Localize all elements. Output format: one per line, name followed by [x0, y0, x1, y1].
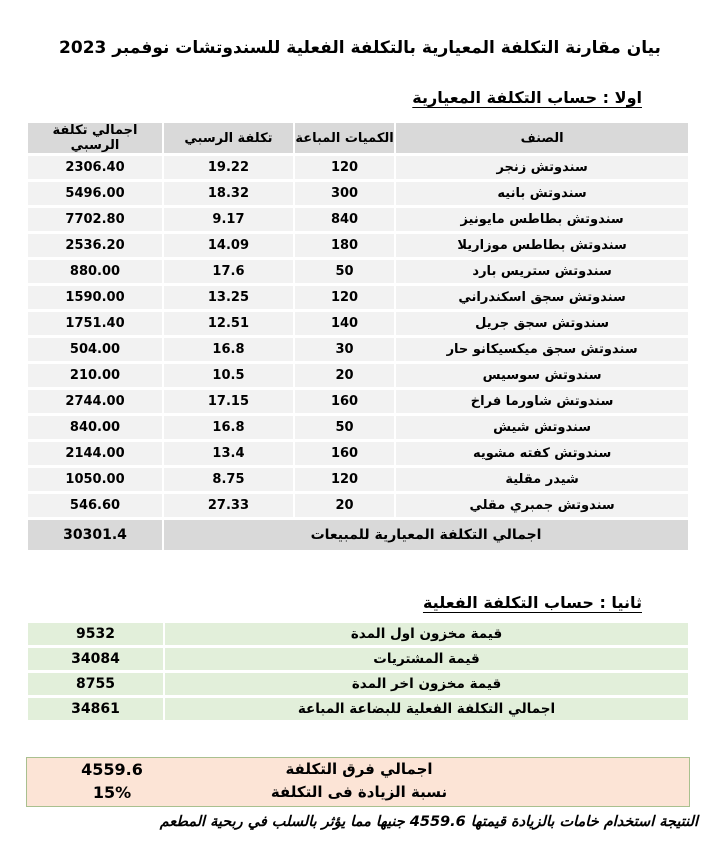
- table-row: [28, 338, 688, 361]
- table-row: [28, 156, 688, 179]
- item-cell: سندوتش سجق اسكندراني: [396, 286, 688, 309]
- item-cell: سندوتش سجق ميكسيكانو حار: [396, 338, 688, 361]
- table-row: [28, 623, 688, 645]
- cost-cell: 27.33: [164, 494, 293, 517]
- table-row: [28, 312, 688, 335]
- total-cell: 546.60: [28, 494, 162, 517]
- cost-cell: 8.75: [164, 468, 293, 491]
- qty-cell: 160: [295, 390, 394, 413]
- cost-cell: 13.4: [164, 442, 293, 465]
- qty-cell: 30: [295, 338, 394, 361]
- table-row: [28, 234, 688, 257]
- page-title: بيان مقارنة التكلفة المعيارية بالتكلفة الفعلية للسندوتشات نوفمبر 2023: [59, 38, 661, 58]
- actual-label-cell: قيمة مخزون اول المدة: [165, 623, 688, 645]
- cost-cell: 16.8: [164, 338, 293, 361]
- table-row: [28, 494, 688, 517]
- cost-difference-label: اجمالي فرق التكلفة: [285, 760, 433, 778]
- actual-label-cell: قيمة مخزون اخر المدة: [165, 673, 688, 695]
- actual-value-cell: 34861: [28, 698, 163, 720]
- total-cell: 2306.40: [28, 156, 162, 179]
- qty-cell: 120: [295, 286, 394, 309]
- header-qty: الكميات المباعة: [295, 123, 394, 153]
- increase-percentage-label: نسبة الزيادة فى التكلفة: [270, 783, 448, 801]
- item-cell: سندوتش شاورما فراخ: [396, 390, 688, 413]
- qty-cell: 120: [295, 156, 394, 179]
- total-cell: 840.00: [28, 416, 162, 439]
- actual-label-cell: قيمة المشتريات: [165, 648, 688, 670]
- table-row: [28, 698, 688, 720]
- actual-cost-heading: ثانيا : حساب التكلفة الفعلية: [422, 593, 642, 612]
- table-row: [28, 182, 688, 205]
- qty-cell: 160: [295, 442, 394, 465]
- actual-cost-table: [26, 620, 690, 723]
- cost-cell: 13.25: [164, 286, 293, 309]
- table-header-row: [28, 123, 688, 153]
- conclusion-text: النتيجة استخدام خامات بالزيادة قيمتها 4559.6 جنيها مما يؤثر بالسلب في ربحية المطعم: [159, 814, 698, 830]
- table-row: [28, 673, 688, 695]
- standard-total-row: [28, 520, 688, 550]
- qty-cell: 140: [295, 312, 394, 335]
- qty-cell: 120: [295, 468, 394, 491]
- qty-cell: 20: [295, 494, 394, 517]
- standard-total-label: اجمالي التكلفة المعيارية للمبيعات: [164, 520, 688, 550]
- cost-cell: 18.32: [164, 182, 293, 205]
- table-row: [28, 416, 688, 439]
- actual-value-cell: 34084: [28, 648, 163, 670]
- cost-cell: 17.6: [164, 260, 293, 283]
- total-cell: 5496.00: [28, 182, 162, 205]
- total-cell: 1050.00: [28, 468, 162, 491]
- actual-label-cell: اجمالي التكلفة الفعلية للبضاعة المباعة: [165, 698, 688, 720]
- total-cell: 2744.00: [28, 390, 162, 413]
- item-cell: شيدر مقلية: [396, 468, 688, 491]
- header-cost: تكلفة الرسبي: [164, 123, 293, 153]
- cost-cell: 14.09: [164, 234, 293, 257]
- cost-cell: 9.17: [164, 208, 293, 231]
- header-item: الصنف: [396, 123, 688, 153]
- item-cell: سندوتش بانيه: [396, 182, 688, 205]
- cost-cell: 12.51: [164, 312, 293, 335]
- table-row: [28, 260, 688, 283]
- qty-cell: 300: [295, 182, 394, 205]
- actual-value-cell: 8755: [28, 673, 163, 695]
- qty-cell: 50: [295, 260, 394, 283]
- cost-difference-row: [27, 760, 689, 784]
- total-cell: 2144.00: [28, 442, 162, 465]
- table-row: [28, 390, 688, 413]
- total-cell: 1751.40: [28, 312, 162, 335]
- table-row: [28, 364, 688, 387]
- standard-cost-table: [26, 120, 690, 553]
- standard-total-value: 30301.4: [28, 520, 162, 550]
- table-row: [28, 208, 688, 231]
- total-cell: 7702.80: [28, 208, 162, 231]
- item-cell: سندوتش زنجر: [396, 156, 688, 179]
- total-cell: 210.00: [28, 364, 162, 387]
- increase-percentage-row: [27, 783, 689, 807]
- result-box: [26, 757, 690, 807]
- cost-difference-value: 4559.6: [81, 760, 143, 779]
- total-cell: 504.00: [28, 338, 162, 361]
- item-cell: سندوتش كفته مشويه: [396, 442, 688, 465]
- qty-cell: 840: [295, 208, 394, 231]
- item-cell: سندوتش ستريس بارد: [396, 260, 688, 283]
- qty-cell: 50: [295, 416, 394, 439]
- actual-value-cell: 9532: [28, 623, 163, 645]
- table-row: [28, 286, 688, 309]
- item-cell: سندوتش شيش: [396, 416, 688, 439]
- item-cell: سندوتش سجق جريل: [396, 312, 688, 335]
- increase-percentage-value: 15%: [92, 783, 132, 802]
- table-row: [28, 468, 688, 491]
- item-cell: سندوتش بطاطس موزاريلا: [396, 234, 688, 257]
- item-cell: سندوتش جمبري مقلي: [396, 494, 688, 517]
- table-row: [28, 648, 688, 670]
- cost-cell: 10.5: [164, 364, 293, 387]
- header-total: اجمالي تكلفة الرسبي: [28, 123, 162, 153]
- item-cell: سندوتش سوسيس: [396, 364, 688, 387]
- total-cell: 1590.00: [28, 286, 162, 309]
- cost-cell: 16.8: [164, 416, 293, 439]
- table-row: [28, 442, 688, 465]
- total-cell: 880.00: [28, 260, 162, 283]
- qty-cell: 180: [295, 234, 394, 257]
- cost-cell: 17.15: [164, 390, 293, 413]
- total-cell: 2536.20: [28, 234, 162, 257]
- item-cell: سندوتش بطاطس مايونيز: [396, 208, 688, 231]
- standard-cost-heading: اولا : حساب التكلفة المعيارية: [412, 88, 642, 107]
- cost-cell: 19.22: [164, 156, 293, 179]
- qty-cell: 20: [295, 364, 394, 387]
